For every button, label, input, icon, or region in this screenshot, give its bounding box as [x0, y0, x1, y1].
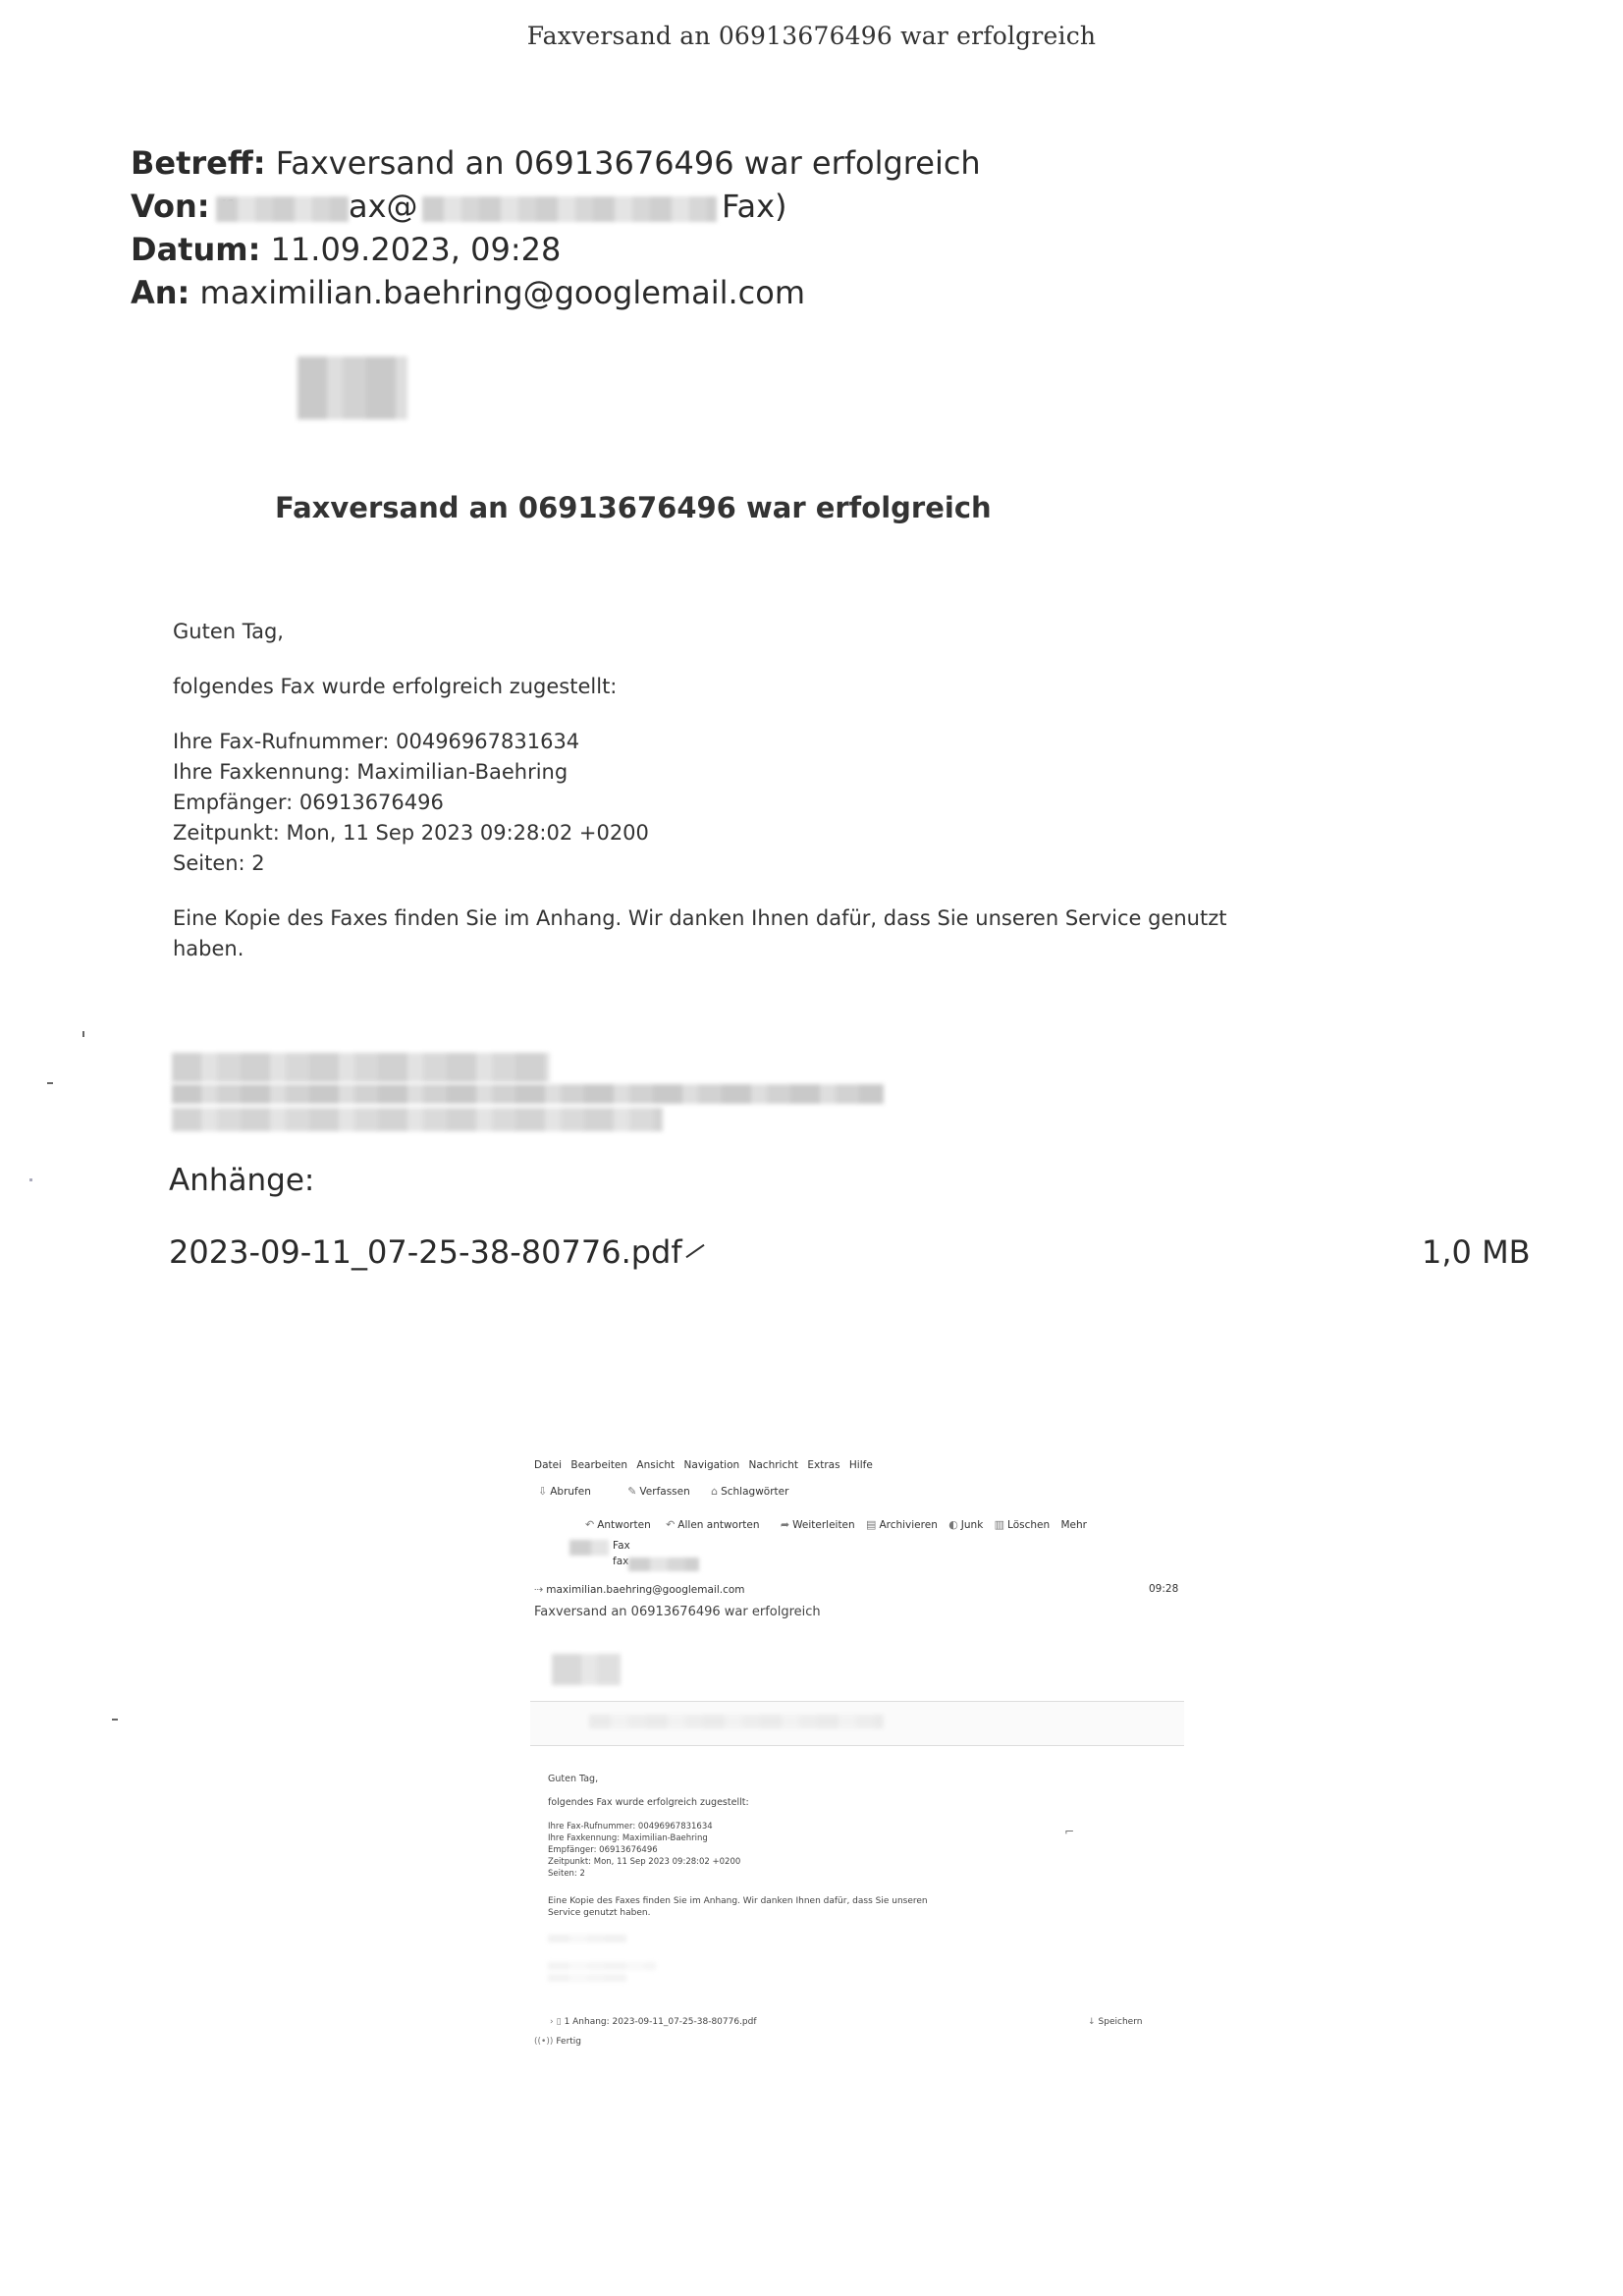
message-time: 09:28 — [1149, 1583, 1179, 1595]
cursor-icon: ⌐ — [1064, 1825, 1075, 1838]
redacted-signature — [172, 1108, 663, 1131]
detail-line: Seiten: 2 — [173, 851, 265, 875]
to-line — [131, 271, 805, 314]
toolbar-2 — [585, 1518, 1087, 1531]
closing-line: Eine Kopie des Faxes finden Sie im Anhang. Wir danken Ihnen dafür, dass Sie unseren Service genutzt — [173, 906, 1227, 930]
menu-bar — [534, 1459, 873, 1471]
greeting: Guten Tag, — [173, 620, 284, 643]
to-address — [534, 1583, 745, 1596]
message-subject: Faxversand an 06913676496 war erfolgreich — [534, 1605, 821, 1619]
detail-line: Ihre Fax-Rufnummer: 00496967831634 — [548, 1822, 713, 1831]
detail-line: Ihre Faxkennung: Maximilian-Baehring — [173, 760, 568, 784]
reply-button[interactable]: Antworten — [597, 1519, 651, 1531]
details-block — [548, 1821, 740, 1880]
details-block — [173, 727, 649, 879]
junk-button[interactable]: Junk — [960, 1519, 984, 1531]
detail-line: Zeitpunkt: Mon, 11 Sep 2023 09:28:02 +0200 — [173, 821, 649, 845]
redacted-block — [422, 196, 717, 222]
forward-button[interactable]: Weiterleiten — [792, 1519, 855, 1531]
date-line — [131, 228, 561, 271]
greeting: Guten Tag, — [548, 1774, 599, 1784]
page-title: Faxversand an 06913676496 war erfolgreich — [526, 22, 1097, 50]
reply-all-button[interactable]: Allen antworten — [677, 1519, 760, 1531]
redacted-block — [569, 1540, 609, 1556]
status-bar — [534, 2037, 581, 2047]
to-label: An: — [131, 274, 190, 311]
more-button[interactable]: Mehr — [1060, 1519, 1087, 1531]
message-heading: Faxversand an 06913676496 war erfolgreich — [275, 491, 992, 524]
reply-all-icon: ↶ — [666, 1518, 676, 1531]
attachments-label: Anhänge: — [169, 1163, 315, 1198]
archive-icon: ▤ — [866, 1518, 877, 1531]
scan-speck — [82, 1031, 84, 1037]
person-icon: ⇢ — [534, 1583, 544, 1596]
download-icon: ↓ — [1088, 2017, 1096, 2027]
detail-line: Empfänger: 06913676496 — [173, 791, 444, 814]
detail-line: Seiten: 2 — [548, 1869, 585, 1879]
date-label: Datum: — [131, 231, 261, 268]
detail-line: Ihre Faxkennung: Maximilian-Baehring — [548, 1833, 708, 1843]
redacted-banner-text — [589, 1715, 884, 1728]
detail-line: Ihre Fax-Rufnummer: 00496967831634 — [173, 730, 580, 753]
subject-line — [131, 141, 981, 185]
date-value: 11.09.2023, 09:28 — [270, 231, 562, 268]
redacted-signature — [548, 1962, 656, 1970]
chevron-right-icon: › — [550, 2017, 554, 2027]
signal-icon: ((•)) — [534, 2037, 554, 2047]
attachment-file-size: 1,0 MB — [1422, 1233, 1531, 1271]
closing-text — [173, 903, 1226, 964]
reply-icon: ↶ — [585, 1518, 595, 1531]
redacted-signature — [172, 1053, 550, 1082]
closing-text — [548, 1895, 928, 1919]
redacted-signature — [548, 1935, 626, 1942]
tags-button[interactable]: Schlagwörter — [721, 1486, 789, 1498]
from-name: Fax — [613, 1540, 630, 1552]
redacted-block — [216, 196, 349, 222]
scan-speck — [29, 1178, 32, 1181]
to-address-text: maximilian.baehring@googlemail.com — [546, 1584, 745, 1596]
intro-text: folgendes Fax wurde erfolgreich zugestellt: — [173, 675, 618, 698]
paperclip-icon: ▯ — [556, 2017, 562, 2027]
menu-hilfe[interactable]: Hilfe — [848, 1459, 873, 1471]
detail-line: Zeitpunkt: Mon, 11 Sep 2023 09:28:02 +0200 — [548, 1857, 741, 1867]
attachment-text: 1 Anhang: 2023-09-11_07-25-38-80776.pdf — [564, 2017, 757, 2027]
toolbar-1 — [538, 1485, 788, 1498]
status-text: Fertig — [556, 2037, 582, 2047]
from-part-2: ax@ — [349, 188, 418, 225]
save-button[interactable] — [1088, 2017, 1142, 2027]
menu-extras[interactable]: Extras — [807, 1459, 840, 1471]
redacted-signature — [548, 1974, 626, 1982]
compose-button[interactable]: Verfassen — [639, 1486, 690, 1498]
delete-button[interactable]: Löschen — [1007, 1519, 1051, 1531]
closing-line: haben. — [173, 937, 244, 960]
scan-speck — [47, 1082, 53, 1084]
mail-client-screenshot — [530, 1444, 1198, 2092]
menu-nachricht[interactable]: Nachricht — [748, 1459, 799, 1471]
closing-line: Service genutzt haben. — [548, 1908, 651, 1918]
save-label: Speichern — [1098, 2017, 1143, 2027]
redacted-logo — [298, 356, 407, 419]
detail-line: Empfänger: 06913676496 — [548, 1845, 658, 1855]
attachment-bar[interactable] — [550, 2017, 757, 2027]
redacted-block — [628, 1558, 699, 1571]
menu-bearbeiten[interactable]: Bearbeiten — [570, 1459, 628, 1471]
pen-mark — [685, 1244, 704, 1258]
tag-icon: ⌂ — [711, 1485, 719, 1498]
closing-line: Eine Kopie des Faxes finden Sie im Anhang. Wir danken Ihnen dafür, dass Sie unseren — [548, 1896, 928, 1906]
archive-button[interactable]: Archivieren — [879, 1519, 938, 1531]
redacted-logo — [552, 1654, 621, 1685]
from-address: fax — [613, 1556, 629, 1567]
trash-icon: ▥ — [994, 1518, 1005, 1531]
fetch-button[interactable]: Abrufen — [550, 1486, 591, 1498]
from-label: Von: — [131, 188, 210, 225]
junk-icon: ◐ — [948, 1518, 958, 1531]
menu-datei[interactable]: Datei — [534, 1459, 563, 1471]
scan-speck — [112, 1719, 118, 1721]
intro-text: folgendes Fax wurde erfolgreich zugestellt: — [548, 1797, 749, 1808]
subject-value: Faxversand an 06913676496 war erfolgreich — [275, 144, 981, 182]
attachment-file-name[interactable]: 2023-09-11_07-25-38-80776.pdf — [169, 1233, 682, 1271]
from-part-3: Fax) — [722, 188, 787, 225]
menu-ansicht[interactable]: Ansicht — [636, 1459, 676, 1471]
forward-icon: ➦ — [780, 1518, 790, 1531]
pencil-icon: ✎ — [627, 1485, 637, 1498]
subject-label: Betreff: — [131, 144, 266, 182]
redacted-signature — [172, 1084, 884, 1104]
menu-navigation[interactable]: Navigation — [683, 1459, 740, 1471]
download-icon: ⇩ — [538, 1485, 548, 1498]
to-value: maximilian.baehring@googlemail.com — [199, 274, 805, 311]
